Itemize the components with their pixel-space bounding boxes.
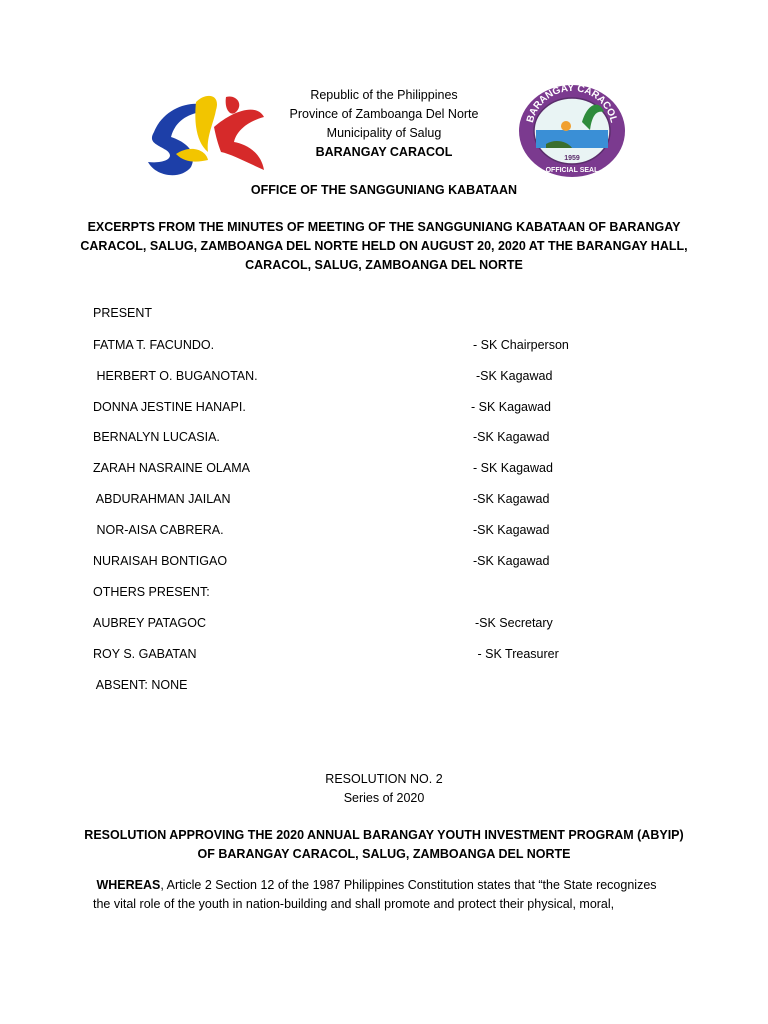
other-role: - SK Treasurer [474, 647, 559, 661]
absent-line: ABSENT: NONE [93, 678, 188, 692]
header-line-barangay: BARANGAY CARACOL [315, 145, 453, 159]
seal-bottom: OFFICIAL SEAL [545, 167, 599, 174]
header-line-municipality: Municipality of Salug [326, 126, 442, 140]
seal-year: 1959 [564, 155, 580, 162]
whereas-line-2: the vital role of the youth in nation-building and shall promote and protect their physical, moral, [93, 897, 615, 911]
member-role: - SK Chairperson [473, 338, 569, 352]
member-role: - SK Kagawad [471, 400, 551, 414]
member-role: - SK Kagawad [473, 461, 553, 475]
whereas-paragraph [93, 876, 683, 914]
excerpt-line-1: EXCERPTS FROM THE MINUTES OF MEETING OF THE SANGGUNIANG KABATAAN OF BARANGAY [87, 220, 681, 234]
header-line-province: Province of Zamboanga Del Norte [289, 107, 479, 121]
seal-title: BARANGAY CARACOL [524, 82, 620, 124]
member-role: -SK Kagawad [476, 369, 553, 383]
member-name: HERBERT O. BUGANOTAN. [93, 369, 258, 383]
resolution-series: Series of 2020 [343, 791, 425, 805]
member-role: -SK Kagawad [473, 430, 550, 444]
member-role: -SK Kagawad [473, 554, 550, 568]
other-name: AUBREY PATAGOC [93, 616, 206, 630]
other-role: -SK Secretary [475, 616, 553, 630]
excerpt-line-2: CARACOL, SALUG, ZAMBOANGA DEL NORTE HELD ON AUGUST 20, 2020 AT THE BARANGAY HALL, [80, 239, 688, 253]
whereas-line-1 [93, 876, 683, 895]
member-name: ABDURAHMAN JAILAN [93, 492, 231, 506]
member-name: NOR-AISA CABRERA. [93, 523, 224, 537]
present-label: PRESENT [93, 306, 153, 320]
resolution-number: RESOLUTION NO. 2 [325, 772, 443, 786]
resolution-title-line-2: OF BARANGAY CARACOL, SALUG, ZAMBOANGA DEL NORTE [197, 847, 571, 861]
others-present-label: OTHERS PRESENT: [93, 585, 210, 599]
member-name: FATMA T. FACUNDO. [93, 338, 215, 352]
member-name: DONNA JESTINE HANAPI. [93, 400, 246, 414]
member-role: -SK Kagawad [473, 523, 550, 537]
member-name: ZARAH NASRAINE OLAMA [93, 461, 250, 475]
whereas-text-1: , Article 2 Section 12 of the 1987 Philippines Constitution states that “the State recognizes [160, 878, 657, 892]
member-name: BERNALYN LUCASIA. [93, 430, 220, 444]
header-line-republic: Republic of the Philippines [310, 88, 458, 102]
office-title: OFFICE OF THE SANGGUNIANG KABATAAN [250, 183, 518, 197]
excerpt-line-3: CARACOL, SALUG, ZAMBOANGA DEL NORTE [245, 258, 523, 272]
whereas-label: WHEREAS [96, 878, 161, 892]
member-role: -SK Kagawad [473, 492, 550, 506]
member-name: NURAISAH BONTIGAO [93, 554, 228, 568]
resolution-title-line-1: RESOLUTION APPROVING THE 2020 ANNUAL BARANGAY YOUTH INVESTMENT PROGRAM (ABYIP) [84, 828, 684, 842]
other-name: ROY S. GABATAN [93, 647, 197, 661]
